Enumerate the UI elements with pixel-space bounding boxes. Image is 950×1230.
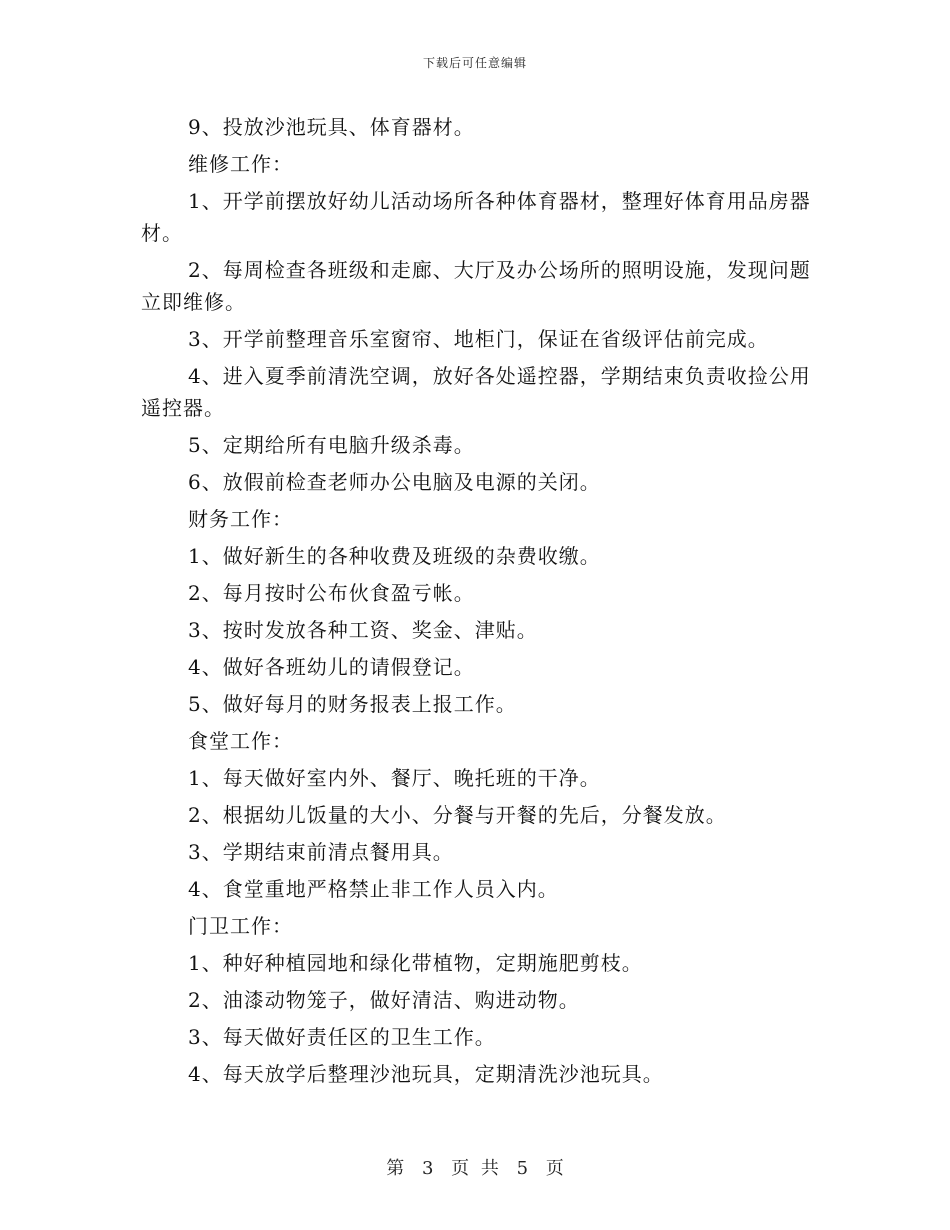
paragraph: 9、投放沙池玩具、体育器材。 bbox=[188, 115, 475, 139]
paragraph: 1、每天做好室内外、餐厅、晚托班的干净。 bbox=[188, 766, 601, 790]
paragraph: 2、根据幼儿饭量的大小、分餐与开餐的先后，分餐发放。 bbox=[188, 803, 727, 827]
paragraph: 1、开学前摆放好幼儿活动场所各种体育器材，整理好体育用品房器材。 bbox=[141, 189, 811, 245]
paragraph: 1、做好新生的各种收费及班级的杂费收缴。 bbox=[188, 544, 601, 568]
page-label-mid: 页 共 bbox=[451, 1158, 499, 1179]
paragraph: 2、油漆动物笼子，做好清洁、购进动物。 bbox=[188, 988, 580, 1012]
page-total-number: 5 bbox=[516, 1158, 529, 1179]
paragraph: 4、进入夏季前清洗空调，放好各处遥控器，学期结束负责收捡公用遥控器。 bbox=[141, 364, 811, 420]
paragraph: 1、种好种植园地和绿化带植物，定期施肥剪枝。 bbox=[188, 951, 643, 975]
document-body bbox=[141, 111, 811, 1095]
section-heading-finance: 财务工作： bbox=[188, 507, 293, 531]
page-label-suffix: 页 bbox=[545, 1158, 564, 1179]
paragraph: 5、定期给所有电脑升级杀毒。 bbox=[188, 433, 475, 457]
paragraph: 5、做好每月的财务报表上报工作。 bbox=[188, 692, 517, 716]
paragraph: 4、食堂重地严格禁止非工作人员入内。 bbox=[188, 877, 559, 901]
paragraph: 3、学期结束前清点餐用具。 bbox=[188, 840, 454, 864]
paragraph: 2、每月按时公布伙食盈亏帐。 bbox=[188, 581, 475, 605]
paragraph: 6、放假前检查老师办公电脑及电源的关闭。 bbox=[188, 470, 601, 494]
paragraph: 3、开学前整理音乐室窗帘、地柜门，保证在省级评估前完成。 bbox=[188, 327, 769, 351]
paragraph: 3、按时发放各种工资、奖金、津贴。 bbox=[188, 618, 538, 642]
page-footer bbox=[0, 1154, 950, 1180]
section-heading-maintenance: 维修工作： bbox=[188, 152, 293, 176]
paragraph: 2、每周检查各班级和走廊、大厅及办公场所的照明设施，发现问题立即维修。 bbox=[141, 258, 811, 314]
section-heading-gatekeeper: 门卫工作： bbox=[188, 914, 293, 938]
paragraph: 4、做好各班幼儿的请假登记。 bbox=[188, 655, 475, 679]
paragraph: 4、每天放学后整理沙池玩具，定期清洗沙池玩具。 bbox=[188, 1062, 664, 1086]
page-header: 下载后可任意编辑 bbox=[422, 56, 527, 70]
page-current-number: 3 bbox=[421, 1158, 434, 1179]
page-label-prefix: 第 bbox=[386, 1158, 405, 1179]
section-heading-canteen: 食堂工作： bbox=[188, 729, 293, 753]
paragraph: 3、每天做好责任区的卫生工作。 bbox=[188, 1025, 496, 1049]
